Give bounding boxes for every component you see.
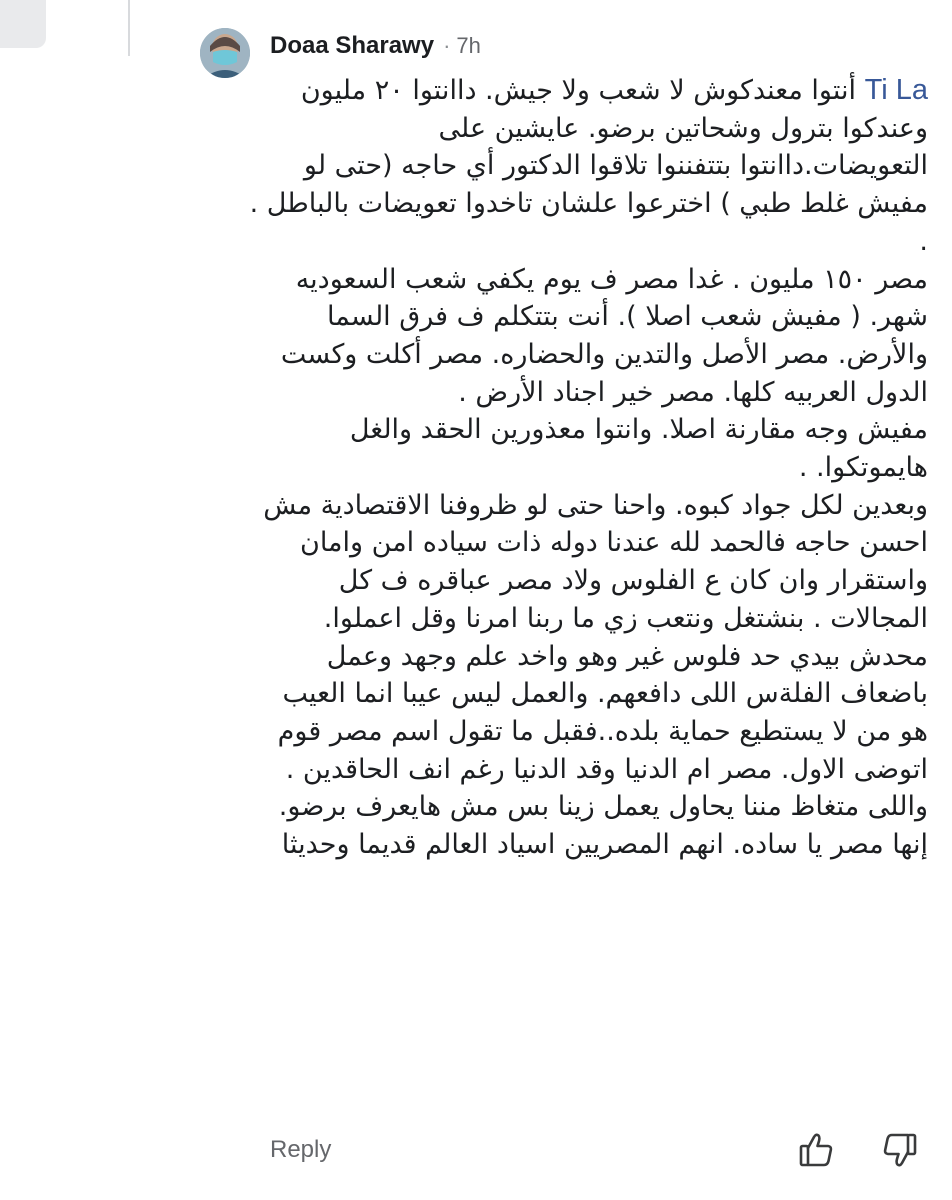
comment-body <box>248 72 928 864</box>
avatar[interactable] <box>200 28 250 78</box>
comment-paragraph: مفيش وجه مقارنة اصلا. وانتوا معذورين الحقد والغل هايموتكوا. . <box>349 414 928 484</box>
comment-paragraph: وبعدين لكل جواد كبوه. واحنا حتى لو ظروفنا الاقتصادية مش احسن حاجه فالحمد لله عندنا دوله ذات سياده امن وامان واستقرار وان كان ع الفلوس ولاد مصر عباقره ف كل المجالات . بنشتغل ونتعب زي ما ربنا امرنا وقل اعملوا. محدش بيدي حد فلوس غير وهو واخد علم وجهد وعمل باضعاف الفلةس اللى دافعهم. والعمل ليس عيبا انما العيب هو من لا يستطيع حماية بلده..فقبل ما تقول اسم مصر قوم اتوضى الاول. مصر ام الدنيا وقد الدنيا رغم انف الحاقدين . واللى متغاظ مننا يحاول يعمل زينا بس مش هايعرف برضو. إنها مصر يا ساده. انهم المصريين اسياد العالم قديما وحديثا <box>263 489 928 861</box>
mention-link[interactable]: Ti La <box>864 74 928 106</box>
thumbs-up-icon <box>796 1130 836 1170</box>
thread-line <box>128 0 130 56</box>
author-name[interactable]: Doaa Sharawy <box>270 32 435 59</box>
paragraph-text: أنتوا معندكوش لا شعب ولا جيش. داانتوا ٢٠ مليون وعندكوا بترول وشحاتين برضو. عايشين على التعويضات.داانتوا بتتفننوا تلاقوا الدكتور أي حاجه (حتى لو مفيش غلط طبي ) اخترعوا علشان تاخدوا تعويضات بالباطل . . <box>249 75 928 257</box>
comment-paragraph: مصر ١٥٠ مليون . غدا مصر ف يوم يكفي شعب السعوديه شهر. ( مفيش شعب اصلا ). أنت بتتكلم ف فرق السما والأرض. مصر الأصل والتدين والحضاره. مصر أكلت وكست الدول العربيه كلها. مصر خير اجناد الأرض . <box>280 263 928 408</box>
reply-button[interactable]: Reply <box>270 1136 332 1163</box>
thumbs-down-icon <box>880 1130 920 1170</box>
comment-paragraph <box>248 72 928 261</box>
dislike-button[interactable] <box>880 1130 920 1170</box>
previous-comment-edge <box>0 0 46 48</box>
avatar-image <box>200 28 250 78</box>
comment-timestamp[interactable]: 7h <box>456 33 481 58</box>
like-button[interactable] <box>796 1130 836 1170</box>
comment-header <box>270 30 481 62</box>
meta-separator: · <box>443 33 451 58</box>
